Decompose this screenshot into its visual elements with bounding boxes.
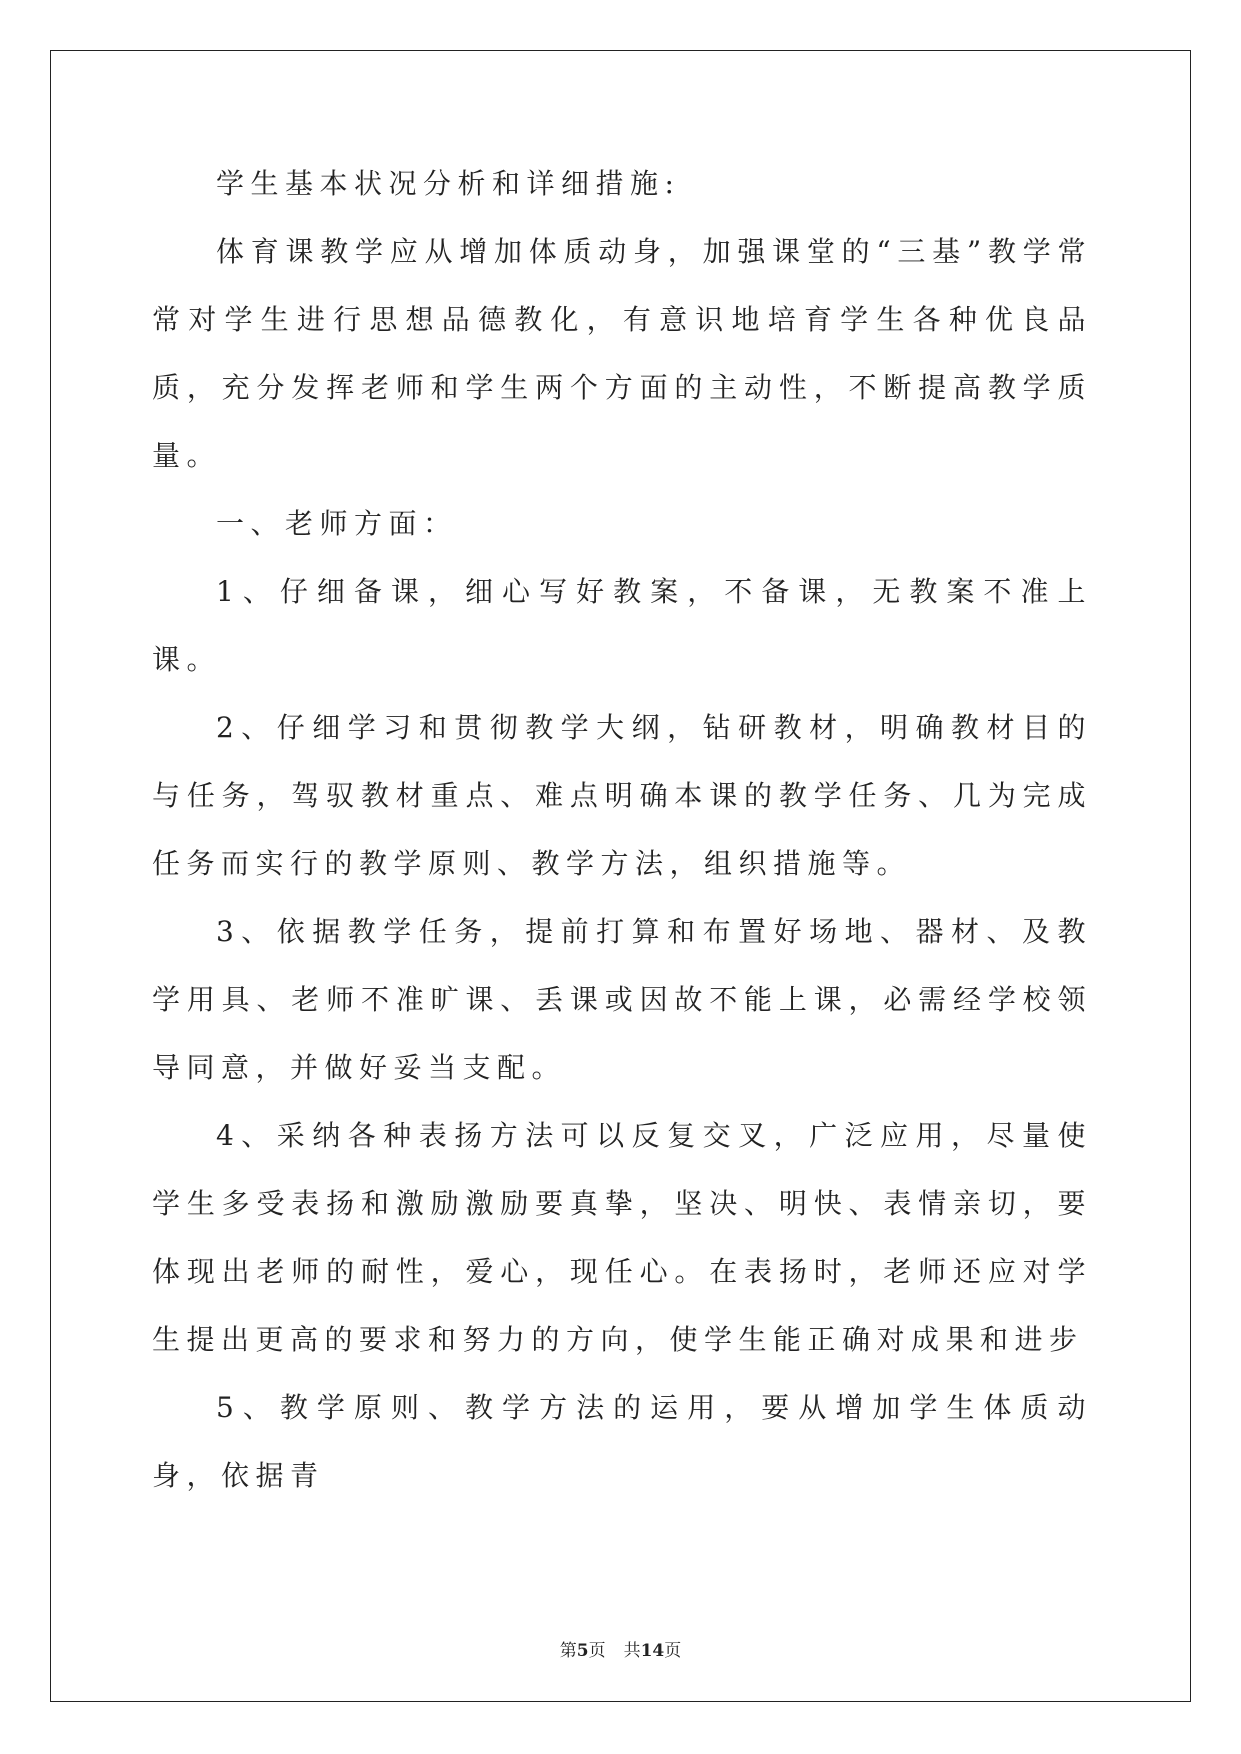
paragraph: 1、仔细备课，细心写好教案，不备课，无教案不准上课。	[152, 575, 1092, 676]
paragraph: 学生基本状况分析和详细措施:	[216, 167, 681, 200]
page-footer	[0, 1636, 1241, 1661]
page-number: 5	[576, 1641, 589, 1661]
paragraph: 5、教学原则、教学方法的运用，要从增加学生体质动身，依据青	[152, 1391, 1092, 1492]
page-prefix: 第	[559, 1641, 577, 1661]
total-prefix: 共	[623, 1641, 641, 1661]
total-suffix: 页	[664, 1641, 682, 1661]
page-suffix: 页	[588, 1641, 606, 1661]
paragraph: 一、老师方面：	[216, 507, 458, 540]
paragraph: 4、采纳各种表扬方法可以反复交叉，广泛应用，尽量使学生多受表扬和激励激励要真挚，坚决、明快、表情亲切，要体现出老师的耐性，爱心，现任心。在表扬时，老师还应对学生提出更高的要求和努力的方向，使学生能正确对成果和进步	[152, 1119, 1092, 1356]
paragraph: 3、依据教学任务，提前打算和布置好场地、器材、及教学用具、老师不准旷课、丢课或因故不能上课，必需经学校领导同意，并做好妥当支配。	[152, 915, 1092, 1084]
page-total: 14	[640, 1641, 665, 1661]
paragraph: 2、仔细学习和贯彻教学大纲，钻研教材，明确教材目的与任务，驾驭教材重点、难点明确本课的教学任务、几为完成任务而实行的教学原则、教学方法，组织措施等。	[152, 711, 1092, 880]
document-body	[152, 150, 1092, 1510]
paragraph: 体育课教学应从增加体质动身，加强课堂的“三基”教学常常对学生进行思想品德教化，有意识地培育学生各种优良品质，充分发挥老师和学生两个方面的主动性，不断提高教学质量。	[152, 235, 1092, 472]
